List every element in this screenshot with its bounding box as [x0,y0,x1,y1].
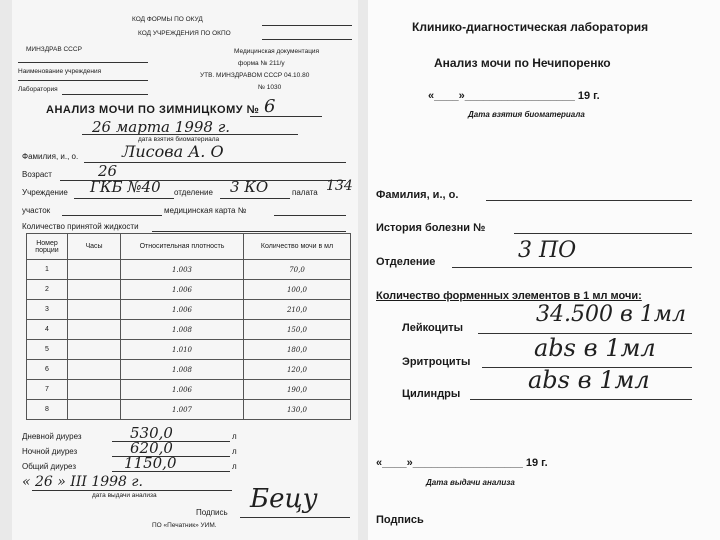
density-cell: 1.006 [121,300,244,320]
order-number: № 1030 [258,84,282,91]
hours-cell [68,300,121,320]
ward-value: 134 [326,178,353,194]
volume-cell: 130,0 [244,400,351,420]
okud-label: КОД ФОРМЫ ПО ОКУД [132,16,203,23]
ward-label: палата [292,188,318,197]
dept-label: Отделение [376,256,436,268]
doc-title: Медицинская документация [234,48,320,55]
night-diuresis-value: 620,0 [130,439,173,457]
approved-label: УТВ. МИНЗДРАВОМ СССР 04.10.80 [200,72,310,79]
table-row [27,360,351,380]
day-diuresis-value: 530,0 [130,424,173,442]
portion-number: 8 [27,400,68,420]
density-cell: 1.006 [121,380,244,400]
hours-cell [68,280,121,300]
signature-label: Подпись [376,514,424,526]
form-number: форма № 211/у [238,60,285,67]
total-unit: л [232,462,237,471]
dept-value: 3 ПО [518,238,577,263]
hours-cell [68,360,121,380]
lab-title: Клинико-диагностическая лаборатория [412,20,649,34]
dept-line [220,198,290,199]
sample-date-line [82,134,298,135]
header-hours: Часы [68,234,121,260]
count-label: Количество форменных элементов в 1 мл мочи: [376,290,642,302]
table-row [27,380,351,400]
portion-number: 5 [27,340,68,360]
header-line-3 [62,94,148,95]
fluid-label: Количество принятой жидкости [22,222,139,231]
site-line [62,215,162,216]
day-unit: л [232,432,237,441]
issue-date-caption: дата выдачи анализа [92,492,157,499]
table-row [27,260,351,280]
hours-cell [68,400,121,420]
table-row [27,280,351,300]
table-row [27,320,351,340]
institution-line [74,198,174,199]
sample-date-caption: дата взятия биоматериала [138,136,220,143]
analysis-title: Анализ мочи по Нечипоренко [434,56,611,70]
header-density: Относительная плотность [121,234,244,260]
dept-value: 3 КО [230,178,269,196]
cylinders-value: abs в 1мл [528,366,650,394]
form-number-value: 6 [264,96,276,117]
zimnitsky-form [12,0,358,540]
density-cell: 1.007 [121,400,244,420]
header-portion: Номер порции [27,234,68,260]
portion-number: 6 [27,360,68,380]
institution-value: ГКБ №40 [90,178,161,196]
volume-cell: 70,0 [244,260,351,280]
erythrocytes-value: abs в 1мл [534,334,656,362]
sample-date-value: 26 марта 1998 г. [92,118,231,136]
leukocytes-value: 34.500 в 1мл [536,302,687,327]
nechiporenko-form [368,0,720,540]
fio-label: Фамилия, и., о. [376,189,459,201]
ministry-label: МИНЗДРАВ СССР [26,46,82,53]
dept-line [452,267,692,268]
okpo-line [262,39,352,40]
total-diuresis-line [112,471,230,472]
card-label: медицинская карта № [164,206,247,215]
printer-label: ПО «Печатник» УИМ. [152,522,217,529]
portion-number: 7 [27,380,68,400]
age-value: 26 [98,162,118,180]
history-label: История болезни № [376,222,486,234]
history-line [514,233,692,234]
zimnitsky-table [26,233,351,420]
portion-number: 3 [27,300,68,320]
volume-cell: 150,0 [244,320,351,340]
hours-cell [68,260,121,280]
erythrocytes-label: Эритроциты [402,356,471,368]
total-diuresis-value: 1150,0 [124,454,177,472]
issue-date-line: «____»__________________ 19 г. [376,457,548,469]
lab-label: Лаборатория [18,86,58,93]
issue-date-value: « 26 » III 1998 г. [22,474,143,490]
density-cell: 1.008 [121,320,244,340]
number-line [250,116,322,117]
hours-cell [68,340,121,360]
fio-value: Лисова А. О [122,142,224,161]
site-label: участок [22,206,51,215]
portion-number: 2 [27,280,68,300]
leukocytes-label: Лейкоциты [402,322,463,334]
density-cell: 1.003 [121,260,244,280]
fio-line [84,162,346,163]
okpo-label: КОД УЧРЕЖДЕНИЯ ПО ОКПО [138,30,231,37]
signature-line [240,517,350,518]
portion-number: 4 [27,320,68,340]
sample-date-caption: Дата взятия биоматериала [468,110,585,119]
night-unit: л [232,447,237,456]
fluid-line [152,231,346,232]
volume-cell: 120,0 [244,360,351,380]
age-label: Возраст [22,170,52,179]
issue-date-line [32,490,232,491]
sample-date-line: «____»__________________ 19 г. [428,90,600,102]
okud-line [262,25,352,26]
table-header-row [27,234,351,260]
density-cell: 1.008 [121,360,244,380]
hours-cell [68,320,121,340]
signature-value: Бецу [250,484,318,514]
table-row [27,340,351,360]
cylinders-line [470,399,692,400]
volume-cell: 210,0 [244,300,351,320]
night-diuresis-label: Ночной диурез [22,447,78,456]
volume-cell: 180,0 [244,340,351,360]
header-line-2 [18,80,148,81]
density-cell: 1.010 [121,340,244,360]
density-cell: 1.006 [121,280,244,300]
hours-cell [68,380,121,400]
table-row [27,300,351,320]
institution-name-label: Наименование учреждения [18,68,102,75]
volume-cell: 100,0 [244,280,351,300]
form-title: АНАЛИЗ МОЧИ ПО ЗИМНИЦКОМУ № [46,104,260,116]
portion-number: 1 [27,260,68,280]
card-line [274,215,346,216]
institution-label: Учреждение [22,188,68,197]
fio-label: Фамилия, и., о. [22,152,79,161]
table-row [27,400,351,420]
header-volume: Количество мочи в мл [244,234,351,260]
cylinders-label: Цилиндры [402,388,461,400]
total-diuresis-label: Общий диурез [22,462,76,471]
header-line-1 [18,62,148,63]
issue-date-caption: Дата выдачи анализа [426,478,515,487]
signature-label: Подпись [196,508,228,517]
dept-label: отделение [174,188,213,197]
volume-cell: 190,0 [244,380,351,400]
fio-line [486,200,692,201]
day-diuresis-label: Дневной диурез [22,432,82,441]
